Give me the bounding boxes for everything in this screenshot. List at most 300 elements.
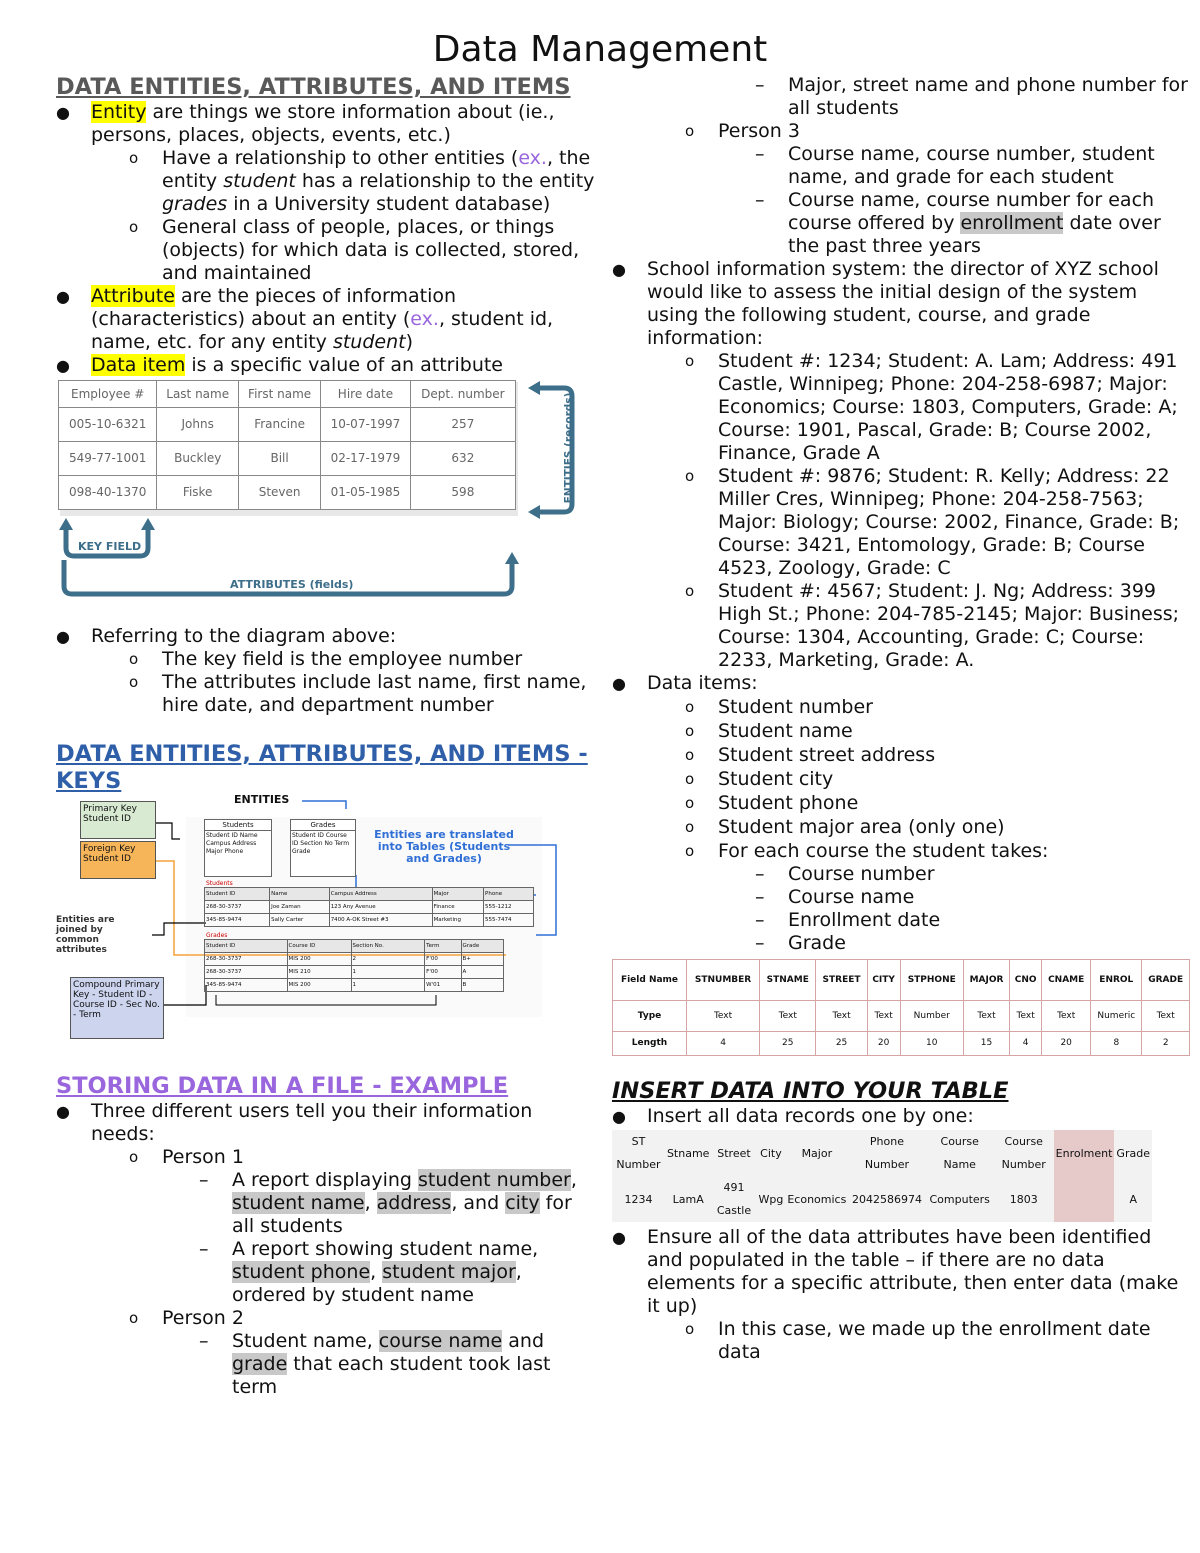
table-cell: F'00	[425, 966, 461, 979]
table-cell: MIS 200	[287, 979, 351, 992]
table-header-row	[205, 940, 504, 953]
circle-bullet-icon: o	[685, 122, 695, 140]
right-column	[612, 74, 1192, 1364]
list-item	[612, 1318, 1192, 1364]
column-header: Phone Number	[848, 1130, 925, 1176]
table-cell: 2	[351, 953, 425, 966]
table-cell: 1	[351, 979, 425, 992]
circle-bullet-icon: o	[685, 770, 695, 788]
table-cell: 1803	[994, 1176, 1054, 1222]
column-header: Grade	[461, 940, 503, 953]
table-cell: A	[461, 966, 503, 979]
text: student	[223, 170, 296, 192]
table-cell: 098-40-1370	[59, 476, 157, 510]
text: are the pieces of information (characteristics) about an entity (	[91, 285, 457, 330]
text: Three different users tell you their information needs:	[91, 1100, 533, 1145]
list-item	[612, 886, 1192, 909]
table-cell: Francine	[239, 408, 321, 442]
text: The attributes include last name, first name, hire date, and department number	[162, 671, 587, 716]
column-header: Grade	[1114, 1130, 1152, 1176]
highlighted-term: enrollment	[960, 212, 1064, 234]
circle-bullet-icon: o	[129, 673, 139, 691]
table-cell: Length	[613, 1032, 687, 1056]
list-item	[612, 816, 1192, 839]
circle-bullet-icon: o	[129, 1309, 139, 1327]
list-item	[56, 101, 596, 147]
text: )	[405, 331, 414, 353]
highlighted-term: city	[505, 1192, 540, 1214]
circle-bullet-icon: o	[685, 352, 695, 370]
table-header-row	[612, 1130, 1152, 1176]
entity-name: Grades	[291, 820, 355, 831]
circle-bullet-icon: o	[685, 746, 695, 764]
entities-list	[56, 101, 596, 377]
highlighted-term: student major	[382, 1261, 516, 1283]
text: School information system: the director of XYZ school would like to assess the initial design of the system using the following student, course, and grade information:	[647, 258, 1159, 349]
text: ,	[364, 1192, 377, 1214]
list-item	[612, 120, 1192, 143]
list-item	[612, 768, 1192, 791]
circle-bullet-icon: o	[129, 650, 139, 668]
circle-bullet-icon: o	[129, 1148, 139, 1166]
grades-table	[204, 939, 504, 992]
key-field-label: KEY FIELD	[78, 540, 142, 553]
list-item	[56, 1100, 596, 1146]
table-cell: B	[461, 979, 503, 992]
text: General class of people, places, or things (objects) for which data is collected, stored, and maintained	[162, 216, 580, 284]
list-item	[56, 1238, 596, 1307]
list-item	[612, 1226, 1192, 1318]
arrowhead-icon	[141, 518, 155, 530]
table-cell: Wpg	[757, 1176, 786, 1222]
text: Course name, course number, student name, and grade for each student	[788, 143, 1155, 188]
table-cell: CNO	[1010, 960, 1042, 1001]
text: Major, street name and phone number for all students	[788, 74, 1188, 119]
table-cell: ENROL	[1091, 960, 1142, 1001]
ensure-list	[612, 1226, 1192, 1364]
storing-list	[56, 1100, 596, 1399]
students-table	[204, 887, 534, 927]
list-item	[612, 863, 1192, 886]
table-cell: Bill	[239, 442, 321, 476]
table-cell: 491 Castle	[711, 1176, 756, 1222]
list-item	[56, 1307, 596, 1330]
text: , ordered by student name	[232, 1261, 522, 1306]
text: Student phone	[718, 792, 859, 814]
text: Student major area (only one)	[718, 816, 1005, 838]
table-cell: Field Name	[613, 960, 687, 1001]
dash-bullet-icon: –	[199, 1330, 209, 1352]
list-item	[56, 285, 596, 354]
table-row	[205, 979, 504, 992]
text: and	[502, 1330, 545, 1352]
attributes-label: ATTRIBUTES (fields)	[230, 578, 354, 591]
column-header: Course ID	[287, 940, 351, 953]
text: has a relationship to the entity	[295, 170, 595, 192]
highlighted-term: address	[376, 1192, 452, 1214]
column-header: Stname	[665, 1130, 712, 1176]
column-header: Course Number	[994, 1130, 1054, 1176]
table-cell: 1	[351, 966, 425, 979]
table-cell: MIS 200	[287, 953, 351, 966]
table-row	[205, 901, 534, 914]
list-item	[612, 580, 1192, 672]
text: Grade	[788, 932, 846, 954]
list-item	[612, 720, 1192, 743]
text: Data items:	[647, 672, 758, 694]
table-cell: Numeric	[1091, 1001, 1142, 1032]
text: Student number	[718, 696, 873, 718]
table-cell: MAJOR	[963, 960, 1009, 1001]
table-cell: MIS 210	[287, 966, 351, 979]
grades-table-label: Grades	[206, 932, 228, 939]
list-item	[56, 1146, 596, 1169]
text: Person 1	[162, 1146, 244, 1168]
text: Course name, course number for each course offered by	[788, 189, 1155, 234]
text: Student name	[718, 720, 853, 742]
list-item	[612, 840, 1192, 863]
table-cell: CITY	[867, 960, 900, 1001]
foreign-key-box: Foreign Key Student ID	[80, 841, 156, 879]
table-cell: 10	[900, 1032, 963, 1056]
dash-bullet-icon: –	[755, 143, 765, 165]
bullet-icon: ●	[56, 1102, 70, 1121]
table-cell: 20	[867, 1032, 900, 1056]
list-item	[612, 909, 1192, 932]
column-header: Name	[270, 888, 330, 901]
dash-bullet-icon: –	[755, 909, 765, 931]
circle-bullet-icon: o	[685, 842, 695, 860]
example-label: ex.	[410, 308, 439, 330]
entities-connector	[302, 801, 346, 809]
table-cell: 005-10-6321	[59, 408, 157, 442]
table-cell: 345-85-9474	[205, 914, 270, 927]
table-cell: Text	[1042, 1001, 1091, 1032]
text: ,	[370, 1261, 383, 1283]
table-cell	[1054, 1176, 1115, 1222]
table-cell: Sally Carter	[270, 914, 330, 927]
table-cell: 25	[760, 1032, 816, 1056]
column-header: Phone	[484, 888, 534, 901]
insert-data-table	[612, 1130, 1152, 1222]
bullet-icon: ●	[612, 1228, 626, 1247]
table-cell: Text	[963, 1001, 1009, 1032]
table-cell: W'01	[425, 979, 461, 992]
table-cell: Johns	[157, 408, 239, 442]
circle-bullet-icon: o	[685, 1320, 695, 1338]
table-cell: STREET	[816, 960, 867, 1001]
text: in a University student database)	[227, 193, 551, 215]
table-cell: Text	[816, 1001, 867, 1032]
table-cell: 20	[1042, 1032, 1091, 1056]
highlighted-term: course name	[378, 1330, 503, 1352]
left-column	[56, 74, 596, 1399]
circle-bullet-icon: o	[685, 818, 695, 836]
highlighted-term: student phone	[232, 1261, 371, 1283]
column-header: Enrolment	[1054, 1130, 1115, 1176]
table-cell: 10-07-1997	[321, 408, 411, 442]
list-item	[612, 189, 1192, 258]
dash-bullet-icon: –	[755, 863, 765, 885]
joined-note: Entities are joined by common attributes	[56, 915, 115, 955]
column-header: Term	[425, 940, 461, 953]
table-cell: STNUMBER	[687, 960, 760, 1001]
grades-entity-box	[290, 819, 356, 877]
entity-fields: Student ID Course ID Section No Term Grade	[292, 832, 350, 855]
bullet-icon: ●	[56, 356, 70, 375]
list-item	[56, 354, 596, 377]
bullet-icon: ●	[612, 674, 626, 693]
column-header: Dept. number	[410, 381, 515, 408]
text: is a specific value of an attribute	[185, 354, 503, 376]
field-definition-table	[612, 959, 1190, 1056]
table-cell: Text	[1142, 1001, 1190, 1032]
text: date over the past three years	[788, 212, 1161, 257]
list-item	[56, 648, 596, 671]
highlighted-term: student name	[232, 1192, 365, 1214]
table-cell: Buckley	[157, 442, 239, 476]
table-cell: Finance	[432, 901, 483, 914]
table-row	[613, 1032, 1190, 1056]
table-cell: 268-30-3737	[205, 953, 288, 966]
text: In this case, we made up the enrollment date data	[718, 1318, 1151, 1363]
bullet-icon: ●	[612, 1107, 626, 1126]
student-record: Student #: 9876; Student: R. Kelly; Address: 22 Miller Cres, Winnipeg; Phone: 204-258-7563; Major: Biology; Course: 2002, Finance, Grade: B; Course: 3421, Entomology, Grade: B; Course 4523, Zoology, Grade: C	[718, 465, 1180, 579]
column-header: First name	[239, 381, 321, 408]
text: that each student took last term	[232, 1353, 551, 1398]
column-header: ST Number	[612, 1130, 665, 1176]
dash-bullet-icon: –	[755, 886, 765, 908]
column-header: Course Name	[926, 1130, 994, 1176]
bullet-icon: ●	[612, 260, 626, 279]
list-item	[612, 465, 1192, 580]
table-cell: Text	[760, 1001, 816, 1032]
table-cell: Fiske	[157, 476, 239, 510]
entity-term: Entity	[91, 101, 147, 123]
list-item	[56, 216, 596, 285]
table-cell: 4	[1010, 1032, 1042, 1056]
table-cell: 268-30-3737	[205, 966, 288, 979]
table-cell: 8	[1091, 1032, 1142, 1056]
example-label: ex.	[518, 147, 547, 169]
table-cell: 01-05-1985	[321, 476, 411, 510]
column-header: Major	[785, 1130, 848, 1176]
bullet-icon: ●	[56, 103, 70, 122]
text: Student city	[718, 768, 834, 790]
section-heading-storing: STORING DATA IN A FILE - EXAMPLE	[56, 1073, 509, 1099]
employee-records-figure	[56, 380, 596, 625]
table-cell: STNAME	[760, 960, 816, 1001]
column-header: City	[757, 1130, 786, 1176]
text: The key field is the employee number	[162, 648, 523, 670]
text: Have a relationship to other entities (	[162, 147, 519, 169]
dash-bullet-icon: –	[755, 932, 765, 954]
table-cell: 345-85-9474	[205, 979, 288, 992]
entity-name: Students	[205, 820, 271, 831]
list-item	[612, 932, 1192, 955]
text: Insert all data records one by one:	[647, 1105, 974, 1127]
column-header: Employee #	[59, 381, 157, 408]
table-cell: 15	[963, 1032, 1009, 1056]
primary-key-box: Primary Key Student ID	[80, 801, 156, 839]
section-heading-insert: INSERT DATA INTO YOUR TABLE	[612, 1078, 1009, 1104]
list-item	[612, 672, 1192, 695]
table-row	[205, 966, 504, 979]
table-row	[613, 1001, 1190, 1032]
list-item	[56, 147, 596, 216]
list-item	[56, 1330, 596, 1399]
table-cell: Joe Zaman	[270, 901, 330, 914]
translated-note: Entities are translated into Tables (Students and Grades)	[374, 828, 514, 865]
column-header: Student ID	[205, 888, 270, 901]
column-header: Hire date	[321, 381, 411, 408]
list-item	[612, 74, 1192, 120]
highlighted-term: grade	[232, 1353, 288, 1375]
text: grades	[162, 193, 228, 215]
table-cell: 1234	[612, 1176, 665, 1222]
arrowhead-icon	[505, 552, 519, 564]
table-cell: Text	[1010, 1001, 1042, 1032]
text: Course number	[788, 863, 935, 885]
text: Ensure all of the data attributes have been identified and populated in the table – if there are no data elements for a specific attribute, then enter data (make it up)	[647, 1226, 1179, 1317]
student-record: Student #: 1234; Student: A. Lam; Address: 491 Castle, Winnipeg; Phone: 204-258-6987; Major: Economics; Course: 1803, Computers, Grade: A; Course: 1901, Pascal, Grade: B; Course 2002, Finance, Grade A	[718, 350, 1178, 464]
table-cell: CNAME	[1042, 960, 1091, 1001]
table-cell: 257	[410, 408, 515, 442]
list-item	[56, 671, 596, 717]
student-record: Student #: 4567; Student: J. Ng; Address: 399 High St.; Phone: 204-785-2145; Major: Business; Course: 1304, Accounting, Grade: C; Course: 2233, Marketing, Grade: A.	[718, 580, 1180, 671]
students-entity-box	[204, 819, 272, 877]
dash-bullet-icon: –	[755, 189, 765, 211]
list-item	[612, 744, 1192, 767]
table-cell: Economics	[785, 1176, 848, 1222]
table-row	[205, 953, 504, 966]
column-header: Section No.	[351, 940, 425, 953]
dash-bullet-icon: –	[199, 1238, 209, 1260]
table-header-row	[205, 888, 534, 901]
primary-key-connector	[154, 823, 180, 839]
list-item	[612, 1105, 1192, 1128]
list-item	[612, 350, 1192, 465]
table-cell: Type	[613, 1001, 687, 1032]
data-item-term: Data item	[91, 354, 186, 376]
text: , student id, name, etc. for any entity	[91, 308, 554, 353]
table-cell: LamA	[665, 1176, 712, 1222]
text: For each course the student takes:	[718, 840, 1049, 862]
insert-list	[612, 1105, 1192, 1128]
arrowhead-icon	[528, 381, 540, 395]
text: Course name	[788, 886, 915, 908]
list-item	[612, 792, 1192, 815]
text: A report displaying	[232, 1169, 418, 1191]
table-cell: 549-77-1001	[59, 442, 157, 476]
table-cell: 555-7474	[484, 914, 534, 927]
text: Referring to the diagram above:	[91, 625, 397, 647]
table-row	[612, 1176, 1152, 1222]
entity-fields: Student ID Name Campus Address Major Phone	[206, 832, 258, 855]
table-cell: Marketing	[432, 914, 483, 927]
entities-label: ENTITIES (records)	[563, 392, 575, 504]
section-heading-entities: DATA ENTITIES, ATTRIBUTES, AND ITEMS	[56, 74, 571, 100]
students-table-label: Students	[206, 880, 233, 887]
text: , and	[451, 1192, 506, 1214]
table-cell: Number	[900, 1001, 963, 1032]
table-cell: GRADE	[1142, 960, 1190, 1001]
circle-bullet-icon: o	[129, 218, 139, 236]
bullet-icon: ●	[56, 287, 70, 306]
circle-bullet-icon: o	[685, 582, 695, 600]
table-cell: 2042586974	[848, 1176, 925, 1222]
circle-bullet-icon: o	[685, 467, 695, 485]
table-cell: B+	[461, 953, 503, 966]
arrowhead-icon	[528, 505, 540, 519]
table-cell: Text	[867, 1001, 900, 1032]
table-cell: STPHONE	[900, 960, 963, 1001]
table-row	[205, 914, 534, 927]
arrowhead-icon	[59, 518, 73, 530]
dash-bullet-icon: –	[755, 74, 765, 96]
text: Student name,	[232, 1330, 379, 1352]
bullet-icon: ●	[56, 627, 70, 646]
compound-key-box: Compound Primary Key - Student ID - Course ID - Sec No. - Term	[70, 977, 164, 1039]
text: Person 2	[162, 1307, 244, 1329]
table-cell: 02-17-1979	[321, 442, 411, 476]
table-cell: 25	[816, 1032, 867, 1056]
text: Enrollment date	[788, 909, 941, 931]
table-cell: A	[1114, 1176, 1152, 1222]
list-item	[56, 625, 596, 648]
table-row	[613, 960, 1190, 1001]
table-cell: 2	[1142, 1032, 1190, 1056]
text: Student street address	[718, 744, 936, 766]
text: , the entity	[162, 147, 591, 192]
table-cell: 268-30-3737	[205, 901, 270, 914]
text: ,	[570, 1169, 577, 1191]
list-item	[612, 258, 1192, 350]
text: for all students	[232, 1192, 572, 1237]
attribute-term: Attribute	[91, 285, 175, 307]
table-cell: F'00	[425, 953, 461, 966]
person-list-continued	[612, 74, 1192, 955]
text: A report showing student name,	[232, 1238, 539, 1260]
text: Person 3	[718, 120, 800, 142]
referring-list	[56, 625, 596, 717]
table-cell: 4	[687, 1032, 760, 1056]
circle-bullet-icon: o	[685, 722, 695, 740]
text: student	[332, 331, 406, 353]
column-header: Street	[711, 1130, 756, 1176]
table-cell: Steven	[239, 476, 321, 510]
circle-bullet-icon: o	[685, 794, 695, 812]
table-cell: 598	[410, 476, 515, 510]
entities-label: ENTITIES	[234, 793, 290, 806]
table-cell: 555-1212	[484, 901, 534, 914]
column-header: Last name	[157, 381, 239, 408]
list-item	[56, 1169, 596, 1238]
table-cell: 123 Any Avenue	[329, 901, 432, 914]
column-header: Campus Address	[329, 888, 432, 901]
page-title: Data Management	[432, 29, 768, 70]
column-header: Student ID	[205, 940, 288, 953]
circle-bullet-icon: o	[129, 149, 139, 167]
list-item	[612, 696, 1192, 719]
keys-diagram-figure	[56, 795, 596, 1045]
table-cell: Text	[687, 1001, 760, 1032]
dash-bullet-icon: –	[199, 1169, 209, 1191]
highlighted-term: student number	[418, 1169, 571, 1191]
column-header: Major	[432, 888, 483, 901]
list-item	[612, 143, 1192, 189]
entity-definition: are things we store information about (ie., persons, places, objects, events, etc.)	[91, 101, 555, 146]
